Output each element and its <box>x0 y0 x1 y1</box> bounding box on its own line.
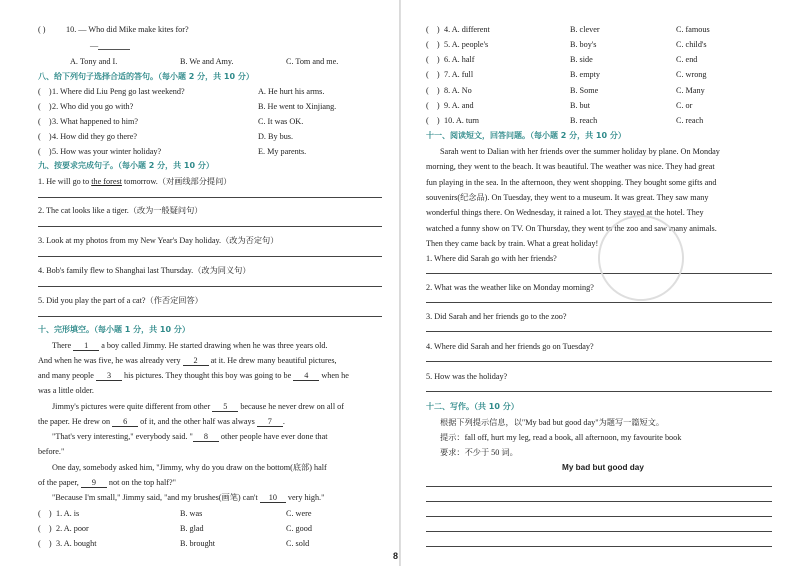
answer-line <box>38 256 382 257</box>
writing-line <box>426 546 772 547</box>
answer-line <box>38 286 382 287</box>
choice-c: C. end <box>676 55 698 64</box>
choice-c: C. Many <box>676 86 705 95</box>
choice-a: 9. A. and <box>444 101 474 110</box>
sec9-item-4: 4. Bob's family flew to Shanghai last Thursday.（改为同义句） <box>38 266 251 275</box>
sec9-item-3: 3. Look at my photos from my New Year's Day holiday.（改为否定句） <box>38 236 279 245</box>
sec8-question: 2. Who did you go with? <box>52 102 134 111</box>
page-number: 8 <box>393 551 399 561</box>
answer-line <box>38 226 382 227</box>
cloze-line: and many people 3 his pictures. They thought this boy was going to be 4 when he <box>38 371 349 380</box>
cloze-blank: 5 <box>212 403 238 412</box>
choice-a: 5. A. people's <box>444 40 489 49</box>
passage-line: Sarah went to Dalian with her friends over the summer holiday by plane. On Monday <box>440 147 720 156</box>
choice-a: 8. A. No <box>444 86 472 95</box>
cloze-blank: 8 <box>193 433 219 442</box>
choice-b: B. brought <box>180 539 216 548</box>
sec8-question: 4. How did they go there? <box>52 132 138 141</box>
sec8-answer: B. He went to Xinjiang. <box>258 102 337 111</box>
choice-b: B. reach <box>570 116 598 125</box>
choice-b: B. Some <box>570 86 599 95</box>
choice-a: 6. A. half <box>444 55 475 64</box>
choice-b: B. but <box>570 101 591 110</box>
choice-b: B. empty <box>570 70 601 79</box>
reading-question: 2. What was the weather like on Monday morning? <box>426 283 594 292</box>
choice-a: 3. A. bought <box>56 539 97 548</box>
section-10-title: 十、完形填空。（每小题 1 分，共 10 分） <box>38 325 190 334</box>
reading-question: 1. Where did Sarah go with her friends? <box>426 254 557 263</box>
choice-a: 7. A. full <box>444 70 474 79</box>
watermark-seal <box>583 200 699 316</box>
reading-question: 3. Did Sarah and her friends go to the zoo? <box>426 312 567 321</box>
writing-line <box>426 501 772 502</box>
answer-line <box>426 391 772 392</box>
answer-line <box>426 331 772 332</box>
answer-line <box>38 316 382 317</box>
section-8-title: 八、给下列句子选择合适的答句。（每小题 2 分，共 10 分） <box>38 72 254 81</box>
section-12-title: 十二、写作。（共 10 分） <box>426 402 519 411</box>
sec8-answer: E. My parents. <box>258 147 307 156</box>
writing-instruction: 根据下列提示信息，以"My bad but good day"为题写一篇短文。 <box>440 418 665 427</box>
answer-line <box>426 302 772 303</box>
cloze-blank: 4 <box>293 372 319 381</box>
choice-c: C. wrong <box>676 70 707 79</box>
cloze-blank: 9 <box>81 479 107 488</box>
q10-option-c: C. Tom and me. <box>286 57 339 66</box>
left-page: ( ) 10. — Who did Mike make kites for? — A. Tony and I. B. We and Amy. C. Tom and me. 八、给下列句子选择合适的答句。（每小题 2 分，共 10 分） ( ) 1. Where did Liu Peng go last weekend? A. He hurt his arms. ( ) 2. Who did you go with? B. He went to Xinjiang. ( ) 3. What happened to him? C. It was OK. ( ) 4. How did they go there? D. By bus. ( ) 5. How was your winter holiday? E. My parents. 九、按要求完成句子。（每小题 2 分，共 10 分） 1. He will go to the forest tomorrow.（对画线部分提问） 2. The cat looks like a tiger.（改为一般疑问句） 3. Look at my photos from my New Year's Day holiday.（改为否定句） 4. Bob's family flew to Shanghai last Thursday.（改为同义句） 5. Did you play the part of a cat?（作否定回答） 十、完形填空。（每小题 1 分，共 10 分） There 1 a boy called Jimmy. He started drawing when he was three years old. And when he was five, he was already very 2 at it. He drew many beautiful pictures, and many people 3 his pictures. They thought this boy was going to be 4 when he was a little older. Jimmy's pictures were quite different from other 5 because he never drew on all of the paper. He drew on 6 of it, and the other half was always 7 . "That's very interesting," everybody said. " 8 other people have ever done that before." One day, somebody asked him, "Jimmy, why do you draw on the bottom(底部) half of the paper, 9 not on the top half?" "Because I'm small," Jimmy said, "and my brushes(画笔) can't 10 very high." ( ) 1. A. is B. was C. were ( ) 2. A. poor B. glad C. good ( ) 3. A. bought B. brought C. sold <box>0 0 400 566</box>
sec9-item-2: 2. The cat looks like a tiger.（改为一般疑问句） <box>38 206 203 215</box>
cloze-blank: 1 <box>73 342 99 351</box>
sec8-answer: D. By bus. <box>258 132 294 141</box>
q10-stem: 10. — Who did Mike make kites for? <box>66 25 189 34</box>
cloze-line: There 1 a boy called Jimmy. He started drawing when he was three years old. <box>52 341 328 350</box>
passage-line: watched a funny show on TV. On Thursday, they went to the zoo and saw many animals. <box>426 224 717 233</box>
writing-hint: 提示：fall off, hurt my leg, read a book, all afternoon, my favourite book <box>440 433 682 442</box>
cloze-blank: 6 <box>112 418 138 427</box>
writing-requirement: 要求：不少于 50 词。 <box>440 448 518 457</box>
cloze-blank: 3 <box>96 372 122 381</box>
cloze-line: And when he was five, he was already very 2 at it. He drew many beautiful pictures, <box>38 356 337 365</box>
passage-line: souvenirs(纪念品). On Tuesday, they went to a museum. It was great. They saw many <box>426 193 709 202</box>
choice-a: 1. A. is <box>56 509 80 518</box>
section-11-title: 十一、阅读短文，回答问题。（每小题 2 分，共 10 分） <box>426 131 626 140</box>
passage-line: Then they came back by train. What a great holiday! <box>426 239 599 248</box>
section-9-title: 九、按要求完成句子。（每小题 2 分，共 10 分） <box>38 161 214 170</box>
choice-b: B. was <box>180 509 203 518</box>
choice-b: B. glad <box>180 524 204 533</box>
cloze-line: "That's very interesting," everybody said. " 8 other people have ever done that <box>52 432 328 441</box>
q10-option-a: A. Tony and I. <box>70 57 118 66</box>
sec8-question: 3. What happened to him? <box>52 117 139 126</box>
cloze-blank: 10 <box>260 494 286 503</box>
reading-question: 5. How was the holiday? <box>426 372 508 381</box>
writing-line <box>426 516 772 517</box>
passage-line: fun playing in the sea. In the afternoon, they went shopping. They bought some gifts and <box>426 178 717 187</box>
writing-line <box>426 531 772 532</box>
choice-b: B. clever <box>570 25 600 34</box>
underlined-phrase: the forest <box>91 177 122 186</box>
answer-line <box>426 273 772 274</box>
choice-c: C. or <box>676 101 693 110</box>
cloze-line: of the paper, 9 not on the top half?" <box>38 478 176 487</box>
choice-b: B. side <box>570 55 593 64</box>
choice-c: C. famous <box>676 25 710 34</box>
choice-a: 10. A. turn <box>444 116 480 125</box>
writing-line <box>426 486 772 487</box>
choice-c: C. reach <box>676 116 704 125</box>
choice-c: C. sold <box>286 539 310 548</box>
q10-option-b: B. We and Amy. <box>180 57 234 66</box>
choice-a: 4. A. different <box>444 25 490 34</box>
sec8-answer: A. He hurt his arms. <box>258 87 325 96</box>
sec9-item-1: 1. He will go to the forest tomorrow.（对画线部分提问） <box>38 177 232 186</box>
answer-line <box>38 197 382 198</box>
choice-a: 2. A. poor <box>56 524 89 533</box>
choice-c: C. were <box>286 509 312 518</box>
sec8-question: 5. How was your winter holiday? <box>52 147 162 156</box>
choice-c: C. child's <box>676 40 707 49</box>
cloze-line: was a little older. <box>38 386 94 395</box>
cloze-blank: 2 <box>183 357 209 366</box>
q10-bracket: ( ) <box>38 25 46 34</box>
cloze-blank: 7 <box>257 418 283 427</box>
choice-c: C. good <box>286 524 312 533</box>
cloze-line: One day, somebody asked him, "Jimmy, why do you draw on the bottom(底部) half <box>52 463 327 472</box>
choice-b: B. boy's <box>570 40 597 49</box>
sec8-question: 1. Where did Liu Peng go last weekend? <box>52 87 185 96</box>
right-page: ( ) 4. A. different B. clever C. famous ( ) 5. A. people's B. boy's C. child's ( ) 6. A. half B. side C. end ( ) 7. A. full B. empty C. wrong ( ) 8. A. No B. Some C. Many ( ) 9. A. and B. but C. or ( ) 10. A. turn B. reach C. reach 十一、阅读短文，回答问题。（每小题 2 分，共 10 分） Sarah went to Dalian with her friends over the summer holiday by plane. On Monday morning, they went to the beach. It was beautiful. The weather was nice. They had great fun playing in the sea. In the afternoon, they went shopping. They bought some gifts and souvenirs(纪念品). On Tuesday, they went to a museum. It was great. They saw many wonderful things there. On Wednesday, it rained a lot. They stayed at the hotel. They watched a funny show on TV. On Thursday, they went to the zoo and saw many animals. Then they came back by train. What a great holiday! 1. Where did Sarah go with her friends? 2. What was the weather like on Monday morning? 3. Did Sarah and her friends go to the zoo? 4. Where did Sarah and her friends go on Tuesday? 5. How was the holiday? 十二、写作。（共 10 分） 根据下列提示信息，以"My bad but good day"为题写一篇短文。 提示：fall off, hurt my leg, read a book, all afternoon, my favourite book 要求：不少于 50 词。 My bad but good day <box>400 0 800 566</box>
cloze-line: Jimmy's pictures were quite different from other 5 because he never drew on all of <box>52 402 344 411</box>
passage-line: wonderful things there. On Wednesday, it rained a lot. They stayed at the hotel. They <box>426 208 704 217</box>
q10-reply-dash: — <box>90 41 99 50</box>
sec8-answer: C. It was OK. <box>258 117 304 126</box>
q10-answer-line <box>98 49 130 50</box>
answer-line <box>426 361 772 362</box>
passage-line: morning, they went to the beach. It was beautiful. The weather was nice. They had great <box>426 162 715 171</box>
essay-title: My bad but good day <box>562 463 644 472</box>
reading-question: 4. Where did Sarah and her friends go on Tuesday? <box>426 342 594 351</box>
cloze-line: the paper. He drew on 6 of it, and the other half was always 7 . <box>38 417 285 426</box>
cloze-line: "Because I'm small," Jimmy said, "and my brushes(画笔) can't 10 very high." <box>52 493 325 502</box>
sec9-item-5: 5. Did you play the part of a cat?（作否定回答） <box>38 296 203 305</box>
cloze-line: before." <box>38 447 65 456</box>
